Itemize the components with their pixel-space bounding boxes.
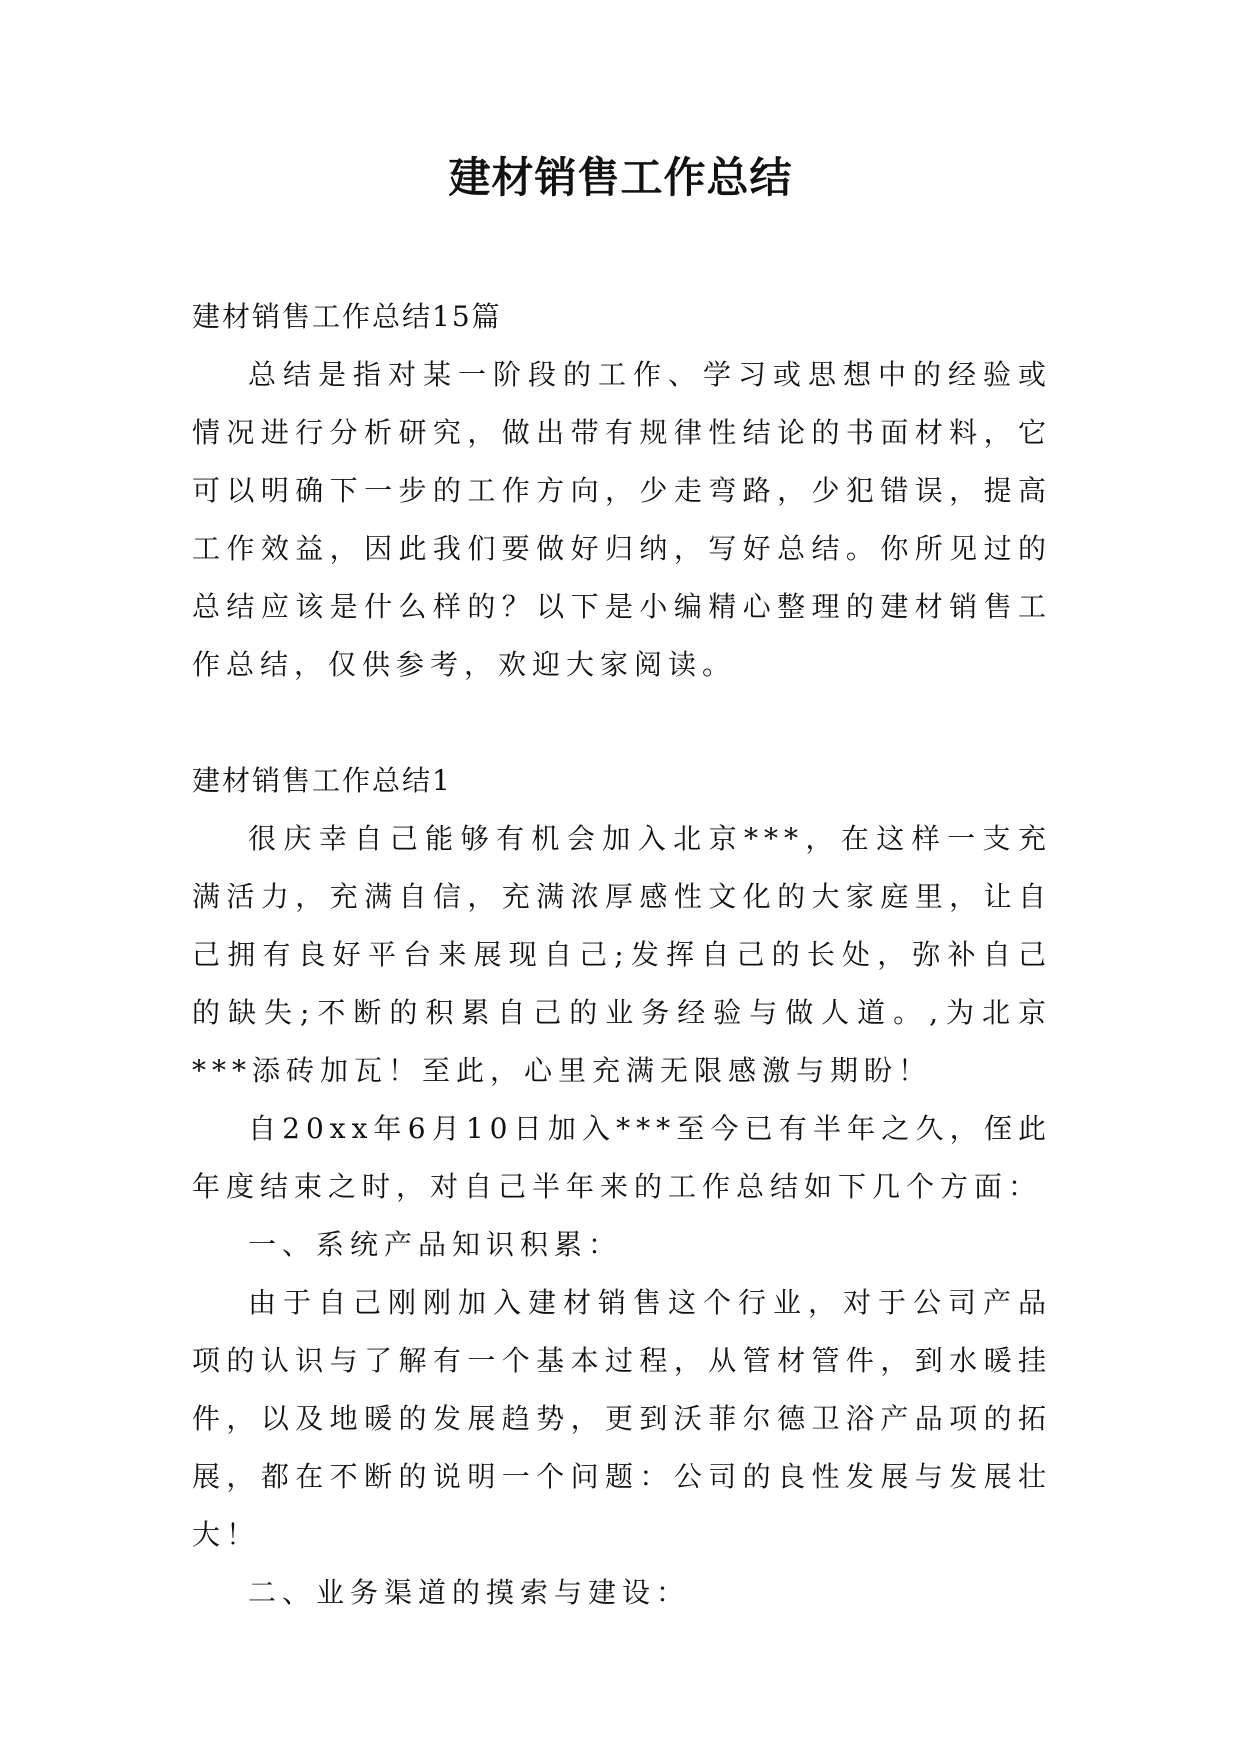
paragraph-spacer xyxy=(192,694,1052,752)
item-heading: 二、业务渠道的摸索与建设： xyxy=(248,1576,691,1609)
document-title: 建材销售工作总结 xyxy=(448,153,793,202)
section-heading: 建材销售工作总结1 xyxy=(192,764,452,797)
intro-paragraph: 总结是指对某一阶段的工作、学习或思想中的经验或情况进行分析研究，做出带有规律性结论的书面材料，它可以明确下一步的工作方向，少走弯路，少犯错误，提高工作效益，因此我们要做好归纳，写好总结。你所见过的总结应该是什么样的？以下是小编精心整理的建材销售工作总结，仅供参考，欢迎大家阅读。 xyxy=(192,358,1052,681)
body-paragraph: 很庆幸自己能够有机会加入北京***，在这样一支充满活力，充满自信，充满浓厚感性文化的大家庭里，让自己拥有良好平台来展现自己;发挥自己的长处，弥补自己的缺失;不断的积累自己的业务经验与做人道。,为北京***添砖加瓦！至此，心里充满无限感激与期盼！ xyxy=(192,822,1052,1087)
body-paragraph: 由于自己刚刚加入建材销售这个行业，对于公司产品项的认识与了解有一个基本过程，从管材管件，到水暖挂件，以及地暖的发展趋势，更到沃菲尔德卫浴产品项的拓展，都在不断的说明一个问题：公司的良性发展与发展壮大！ xyxy=(192,1286,1052,1551)
body-paragraph: 自20xx年6月10日加入***至今已有半年之久，侄此年度结束之时，对自己半年来的工作总结如下几个方面： xyxy=(192,1112,1052,1203)
document-body xyxy=(192,288,1052,1622)
collection-heading: 建材销售工作总结15篇 xyxy=(192,300,502,333)
item-heading: 一、系统产品知识积累： xyxy=(248,1228,623,1261)
